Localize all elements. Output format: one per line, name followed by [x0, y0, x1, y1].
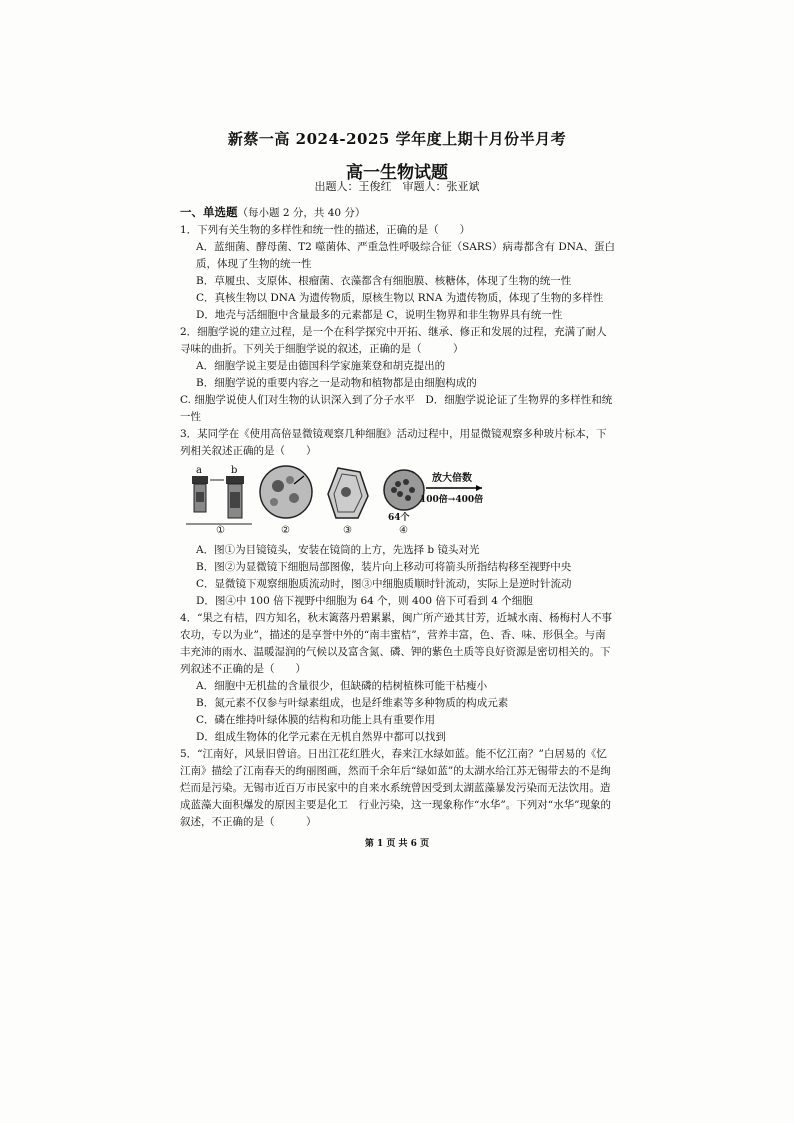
question-1-option-b: B．草履虫、支原体、根瘤菌、衣藻都含有细胞膜、核糖体，体现了生物的统一性: [196, 275, 572, 287]
fig-number-3: ③: [343, 525, 352, 536]
magnify-arrowhead: [476, 485, 482, 491]
question-1-stem: 1．下列有关生物的多样性和统一性的描述，正确的是（ ）: [180, 224, 471, 236]
question-4-option-d: D．组成生物体的化学元素在无机自然界中都可以找到: [196, 731, 446, 743]
fig-cell-count: 64个: [388, 513, 410, 523]
fig-magnify-range: 100倍→400倍: [420, 495, 484, 505]
question-1-option-a: A．蓝细菌、酵母菌、T2 噬菌体、严重急性呼吸综合征（SARS）病毒都含有 DNA、蛋白质，体现了生物的统一性: [196, 241, 616, 270]
question-2-option-cd: C. 细胞学说使人们对生物的认识深入到了分子水平 D．细胞学说论证了生物界的多样性和统一性: [180, 394, 613, 423]
question-5-stem: 5．“江南好，风景旧曾谙。日出江花红胜火，春来江水绿如蓝。能不忆江南？”白居易的《忆江南》描绘了江南春天的绚丽图画，然而千余年后“绿如蓝”的太湖水给江苏无锡带去的不是绚烂而是污染。无锡市近百万市民家中的自来水系统曾因受到太湖蓝藻暴发污染而无法饮用。造成蓝藻大面积爆发的原因主要是化工 行业污染，这一现象称作“水华”。下列对“水华”现象的叙述，不正确的是（ ）: [180, 748, 611, 828]
question-2-stem: 2．细胞学说的建立过程，是一个在科学探究中开拓、继承、修正和发展的过程，充满了耐人寻味的曲折。下列关于细胞学说的叙述，正确的是（ ）: [180, 326, 607, 355]
question-1-option-c: C．真核生物以 DNA 为遗传物质，原核生物以 RNA 为遗传物质，体现了生物的多样性: [196, 292, 604, 304]
cell-field-icon: [260, 466, 312, 518]
fig-label-a: a: [196, 465, 202, 476]
page-footer: 第 1 页 共 6 页: [364, 839, 430, 849]
question-3-stem: 3．某同学在《使用高倍显微镜观察几种细胞》活动过程中，用显微镜观察多种玻片标本，下列相关叙述正确的是（ ）: [180, 428, 607, 457]
question-1-option-d: D．地壳与活细胞中含量最多的元素都是 C，说明生物界和非生物界具有统一性: [196, 309, 563, 321]
section-title: 一、单选题: [180, 205, 238, 219]
fig-number-2: ②: [281, 525, 290, 536]
question-4-option-b: B．氮元素不仅参与叶绿素组成，也是纤维素等多种物质的构成元素: [196, 697, 509, 709]
lens-a-icon: [192, 476, 208, 512]
question-2-option-a: A．细胞学说主要是由德国科学家施莱登和胡克提出的: [196, 360, 446, 372]
fig-number-1: ①: [216, 525, 225, 536]
subject-title: 高一生物试题: [346, 163, 448, 183]
fig-magnify-label: 放大倍数: [432, 473, 472, 484]
section-heading: [180, 204, 616, 222]
lens-b-icon: [226, 476, 244, 518]
microscope-figure: [186, 462, 616, 538]
fig-number-4: ④: [399, 525, 408, 536]
author-line: 出题人：王俊红 审题人：张亚斌: [314, 180, 480, 193]
question-3-option-c: C．显微镜下观察细胞质流动时，图③中细胞质顺时针流动，实际上是逆时针流动: [196, 578, 572, 590]
cell-count-field-icon: [384, 470, 424, 510]
question-3-option-b: B．图②为显微镜下细胞局部图像，装片向上移动可将箭头所指结构移至视野中央: [196, 561, 572, 573]
plant-cell-icon: [328, 468, 368, 518]
question-3-option-d: D．图④中 100 倍下视野中细胞为 64 个，则 400 倍下可看到 4 个细胞: [196, 595, 533, 607]
question-4-option-c: C．磷在维持叶绿体膜的结构和功能上具有重要作用: [196, 714, 436, 726]
fig-label-b: b: [231, 465, 238, 476]
section-points: （每小题 2 分，共 40 分）: [237, 207, 366, 219]
question-block: [180, 204, 616, 831]
question-2-option-b: B．细胞学说的重要内容之一是动物和植物都是由细胞构成的: [196, 377, 477, 389]
exam-title: 新蔡一高 2024-2025 学年度上期十月份半月考: [227, 130, 567, 148]
question-3-option-a: A．图①为目镜镜头，安装在镜筒的上方，先选择 b 镜头对光: [196, 544, 480, 556]
question-4-stem: 4．“果之有桔，四方知名，秋末篱落丹碧累累，闽广所产逊其甘芳，近城水南、杨梅村人不事农功，专以为业”，描述的是享誉中外的“南丰蜜桔”，营养丰富，色、香、味、形俱全。与南丰充沛的雨水、温暖湿润的气候以及富含氮、磷、钾的紫色土质等良好资源是密切相关的。下列叙述不正确的是（ ）: [180, 612, 613, 675]
question-4-option-a: A．细胞中无机盐的含量很少，但缺磷的桔树植株可能干枯瘦小: [196, 680, 488, 692]
